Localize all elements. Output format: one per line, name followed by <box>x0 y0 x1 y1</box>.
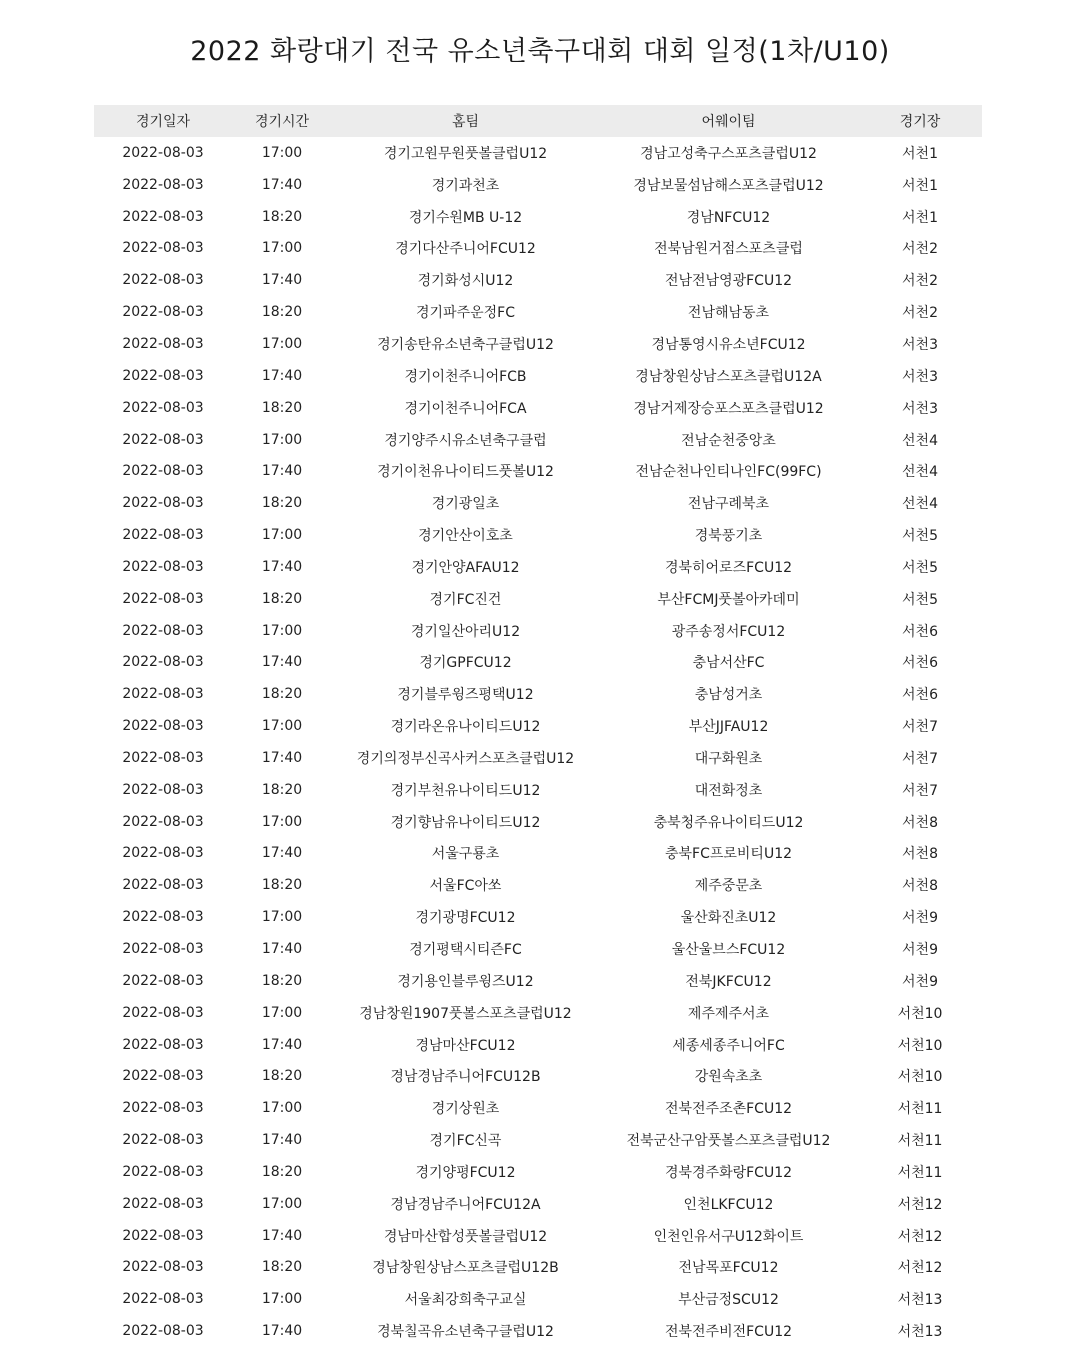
home-team-cell: 경기상원초 <box>431 1101 500 1118</box>
match-date-cell: 2022-08-03 <box>122 686 204 703</box>
match-date-cell: 2022-08-03 <box>122 1227 204 1244</box>
match-date-cell: 2022-08-03 <box>122 367 204 384</box>
venue-cell: 서천6 <box>902 655 938 672</box>
table-row <box>94 678 982 710</box>
match-date-cell: 2022-08-03 <box>122 463 204 480</box>
away-team-cell: 전남해남동초 <box>687 305 770 322</box>
table-row <box>94 742 982 774</box>
table-row <box>94 615 982 647</box>
home-team-cell: 경남마산합성풋볼클럽U12 <box>383 1228 548 1245</box>
home-team-cell: 경기평택시티즌FC <box>409 942 522 959</box>
away-team-cell: 부산FCMJ풋볼아카데미 <box>657 591 800 608</box>
home-team-cell: 경남창원상남스포츠클럽U12B <box>372 1260 559 1277</box>
table-row <box>94 233 982 265</box>
away-team-cell: 강원속초초 <box>694 1069 763 1086</box>
venue-cell: 서천13 <box>897 1292 943 1309</box>
match-time-cell: 17:00 <box>261 909 303 926</box>
match-time-cell: 18:20 <box>261 399 303 416</box>
venue-cell: 서천7 <box>902 782 938 799</box>
away-team-cell: 경북히어로즈FCU12 <box>664 559 793 576</box>
match-date-cell: 2022-08-03 <box>122 240 204 257</box>
match-time-cell: 17:40 <box>261 1227 303 1244</box>
match-date-cell: 2022-08-03 <box>122 1291 204 1308</box>
venue-cell: 서천2 <box>902 241 938 258</box>
venue-cell: 서천8 <box>902 814 938 831</box>
venue-cell: 서천12 <box>897 1260 943 1277</box>
venue-cell: 서천2 <box>902 305 938 322</box>
header-row <box>94 105 982 137</box>
away-team-cell: 제주중문초 <box>694 878 763 895</box>
match-time-cell: 17:40 <box>261 1036 303 1053</box>
table-row <box>94 774 982 806</box>
match-date-cell: 2022-08-03 <box>122 718 204 735</box>
away-team-cell: 전북남원거점스포츠클럽 <box>654 241 803 258</box>
venue-cell: 서천7 <box>902 719 938 736</box>
venue-cell: 서천8 <box>902 846 938 863</box>
match-date-cell: 2022-08-03 <box>122 1132 204 1149</box>
home-team-cell: 경기용인블루윙즈U12 <box>397 973 534 990</box>
venue-cell: 서천1 <box>902 177 938 194</box>
home-team-cell: 경기부천유나이티드U12 <box>390 782 541 799</box>
home-team-cell: 경북칠곡유소년축구클럽U12 <box>377 1324 554 1341</box>
away-team-cell: 부산JJFAU12 <box>688 719 769 736</box>
match-date-cell: 2022-08-03 <box>122 972 204 989</box>
match-date-cell: 2022-08-03 <box>122 877 204 894</box>
table-row <box>94 392 982 424</box>
match-date-cell: 2022-08-03 <box>122 527 204 544</box>
table-row <box>94 583 982 615</box>
home-team-cell: 경기이천주니어FCB <box>404 368 527 385</box>
table-row <box>94 360 982 392</box>
away-team-cell: 울산화진초U12 <box>680 910 777 927</box>
away-team-cell: 전남목포FCU12 <box>678 1260 779 1277</box>
away-team-cell: 인천LKFCU12 <box>683 1196 774 1213</box>
venue-cell: 서천9 <box>902 942 938 959</box>
match-date-cell: 2022-08-03 <box>122 1100 204 1117</box>
venue-cell: 서천6 <box>902 623 938 640</box>
table-row <box>94 965 982 997</box>
home-team-cell: 경기안양AFAU12 <box>411 559 520 576</box>
venue-cell: 서천5 <box>902 591 938 608</box>
table-row <box>94 264 982 296</box>
match-date-cell: 2022-08-03 <box>122 431 204 448</box>
match-time-cell: 17:40 <box>261 749 303 766</box>
match-time-cell: 18:20 <box>261 304 303 321</box>
match-date-cell: 2022-08-03 <box>122 1163 204 1180</box>
table-row <box>94 1029 982 1061</box>
table-row <box>94 1252 982 1284</box>
match-time-cell: 18:20 <box>261 1259 303 1276</box>
match-time-cell: 18:20 <box>261 686 303 703</box>
home-team-cell: 서울구룡초 <box>431 846 500 863</box>
home-team-cell: 경기FC신곡 <box>429 1133 502 1150</box>
match-time-cell: 17:00 <box>261 527 303 544</box>
match-date-cell: 2022-08-03 <box>122 1004 204 1021</box>
venue-cell: 서천2 <box>902 273 938 290</box>
venue-cell: 서천11 <box>897 1164 943 1181</box>
match-date-cell: 2022-08-03 <box>122 208 204 225</box>
home-team-cell: 경기FC진건 <box>429 591 502 608</box>
venue-cell: 서천1 <box>902 145 938 162</box>
venue-cell: 서천6 <box>902 687 938 704</box>
match-date-cell: 2022-08-03 <box>122 813 204 830</box>
home-team-cell: 경기의정부신곡사커스포츠클럽U12 <box>356 750 575 767</box>
venue-cell: 서천9 <box>902 973 938 990</box>
venue-cell: 선천4 <box>902 432 938 449</box>
table-row <box>94 1156 982 1188</box>
away-team-cell: 전북JKFCU12 <box>685 973 772 990</box>
home-team-cell: 경남경남주니어FCU12A <box>390 1196 541 1213</box>
table-row <box>94 838 982 870</box>
match-time-cell: 17:40 <box>261 1323 303 1340</box>
match-time-cell: 17:40 <box>261 272 303 289</box>
match-time-cell: 17:40 <box>261 654 303 671</box>
match-date-cell: 2022-08-03 <box>122 1068 204 1085</box>
table-row <box>94 1092 982 1124</box>
away-team-cell: 부산금정SCU12 <box>678 1292 779 1309</box>
home-team-cell: 경남창원1907풋볼스포츠클럽U12 <box>359 1005 572 1022</box>
venue-cell: 서천5 <box>902 559 938 576</box>
venue-cell: 서천8 <box>902 878 938 895</box>
match-time-cell: 18:20 <box>261 495 303 512</box>
table-row <box>94 551 982 583</box>
home-team-cell: 경기화성시U12 <box>417 273 514 290</box>
table-row <box>94 201 982 233</box>
match-date-cell: 2022-08-03 <box>122 622 204 639</box>
home-team-cell: 경기안산이호초 <box>418 528 513 545</box>
match-time-cell: 17:00 <box>261 718 303 735</box>
match-time-cell: 17:40 <box>261 558 303 575</box>
home-team-cell: 경기광일초 <box>431 496 500 513</box>
venue-cell: 서천3 <box>902 368 938 385</box>
schedule-body <box>94 137 982 1347</box>
table-row <box>94 1188 982 1220</box>
match-time-cell: 17:00 <box>261 335 303 352</box>
match-time-cell: 17:40 <box>261 463 303 480</box>
home-team-cell: 경기과천초 <box>431 177 500 194</box>
match-time-cell: 17:40 <box>261 367 303 384</box>
table-row <box>94 997 982 1029</box>
table-row <box>94 137 982 169</box>
match-time-cell: 18:20 <box>261 1163 303 1180</box>
match-date-cell: 2022-08-03 <box>122 176 204 193</box>
match-date-cell: 2022-08-03 <box>122 399 204 416</box>
venue-cell: 서천11 <box>897 1101 943 1118</box>
match-date-cell: 2022-08-03 <box>122 144 204 161</box>
away-team-cell: 제주제주서초 <box>687 1005 770 1022</box>
home-team-cell: 경기블루윙즈평택U12 <box>397 687 534 704</box>
table-row <box>94 328 982 360</box>
match-time-cell: 17:40 <box>261 941 303 958</box>
venue-cell: 서천5 <box>902 528 938 545</box>
home-team-cell: 경기광명FCU12 <box>415 910 516 927</box>
home-team-cell: 경남경남주니어FCU12B <box>390 1069 541 1086</box>
match-date-cell: 2022-08-03 <box>122 781 204 798</box>
table-row <box>94 647 982 679</box>
away-team-cell: 전남순천나인티나인FC(99FC) <box>635 464 822 481</box>
home-team-cell: 경기양평FCU12 <box>415 1164 516 1181</box>
header-time: 경기시간 <box>232 105 332 137</box>
match-date-cell: 2022-08-03 <box>122 304 204 321</box>
match-date-cell: 2022-08-03 <box>122 590 204 607</box>
venue-cell: 서천9 <box>902 910 938 927</box>
away-team-cell: 광주송정서FCU12 <box>671 623 786 640</box>
table-row <box>94 296 982 328</box>
match-date-cell: 2022-08-03 <box>122 941 204 958</box>
header-away-team: 어웨이팀 <box>599 105 858 137</box>
away-team-cell: 경남거제장승포스포츠클럽U12 <box>633 400 824 417</box>
match-time-cell: 17:00 <box>261 144 303 161</box>
venue-cell: 선천4 <box>902 496 938 513</box>
table-row <box>94 455 982 487</box>
header-venue: 경기장 <box>858 105 982 137</box>
away-team-cell: 충북FC프로비티U12 <box>664 846 793 863</box>
table-row <box>94 1060 982 1092</box>
match-date-cell: 2022-08-03 <box>122 1259 204 1276</box>
match-date-cell: 2022-08-03 <box>122 272 204 289</box>
home-team-cell: 경기이천유나이티드풋볼U12 <box>377 464 554 481</box>
away-team-cell: 전남전남영광FCU12 <box>664 273 793 290</box>
away-team-cell: 대전화정초 <box>694 782 763 799</box>
match-time-cell: 17:00 <box>261 240 303 257</box>
home-team-cell: 경기일산아리U12 <box>410 623 521 640</box>
table-row <box>94 806 982 838</box>
match-time-cell: 17:00 <box>261 622 303 639</box>
home-team-cell: 경기양주시유소년축구클럽 <box>384 432 547 449</box>
home-team-cell: 경기송탄유소년축구클럽U12 <box>377 336 554 353</box>
venue-cell: 서천10 <box>897 1069 943 1086</box>
match-time-cell: 17:00 <box>261 1195 303 1212</box>
venue-cell: 서천3 <box>902 336 938 353</box>
venue-cell: 서천1 <box>902 209 938 226</box>
away-team-cell: 전북전주조촌FCU12 <box>664 1101 793 1118</box>
home-team-cell: 경기라온유나이티드U12 <box>390 719 541 736</box>
match-time-cell: 17:40 <box>261 845 303 862</box>
match-date-cell: 2022-08-03 <box>122 845 204 862</box>
away-team-cell: 경남창원상남스포츠클럽U12A <box>635 368 822 385</box>
venue-cell: 서천7 <box>902 750 938 767</box>
table-row <box>94 1283 982 1315</box>
home-team-cell: 경남마산FCU12 <box>415 1037 516 1054</box>
match-date-cell: 2022-08-03 <box>122 558 204 575</box>
header-home-team: 홈팀 <box>332 105 599 137</box>
match-time-cell: 18:20 <box>261 590 303 607</box>
home-team-cell: 서울FC아쏘 <box>429 878 502 895</box>
home-team-cell: 경기다산주니어FCU12 <box>395 241 536 258</box>
away-team-cell: 전북군산구암풋볼스포츠클럽U12 <box>626 1133 831 1150</box>
venue-cell: 서천10 <box>897 1005 943 1022</box>
match-time-cell: 17:40 <box>261 1132 303 1149</box>
away-team-cell: 충남서산FC <box>692 655 765 672</box>
match-date-cell: 2022-08-03 <box>122 1323 204 1340</box>
match-time-cell: 17:40 <box>261 176 303 193</box>
match-date-cell: 2022-08-03 <box>122 909 204 926</box>
home-team-cell: 경기고원무원풋볼클럽U12 <box>383 145 548 162</box>
away-team-cell: 충남성거초 <box>694 687 763 704</box>
match-time-cell: 17:00 <box>261 431 303 448</box>
away-team-cell: 세종세종주니어FC <box>672 1037 785 1054</box>
venue-cell: 서천12 <box>897 1196 943 1213</box>
away-team-cell: 경남NFCU12 <box>686 209 771 226</box>
page-title: 2022 화랑대기 전국 유소년축구대회 대회 일정(1차/U10) <box>190 36 890 67</box>
table-row <box>94 1220 982 1252</box>
match-time-cell: 18:20 <box>261 972 303 989</box>
venue-cell: 서천3 <box>902 400 938 417</box>
table-row <box>94 1124 982 1156</box>
away-team-cell: 경남고성축구스포츠클럽U12 <box>640 145 817 162</box>
match-date-cell: 2022-08-03 <box>122 654 204 671</box>
away-team-cell: 경북경주화랑FCU12 <box>664 1164 793 1181</box>
away-team-cell: 인천인유서구U12화이트 <box>653 1228 804 1245</box>
venue-cell: 서천13 <box>897 1324 943 1341</box>
home-team-cell: 서울최강희축구교실 <box>404 1292 527 1309</box>
home-team-cell: 경기향남유나이티드U12 <box>390 814 541 831</box>
match-time-cell: 17:00 <box>261 1291 303 1308</box>
match-time-cell: 17:00 <box>261 1100 303 1117</box>
away-team-cell: 울산울브스FCU12 <box>671 942 786 959</box>
match-date-cell: 2022-08-03 <box>122 749 204 766</box>
match-time-cell: 17:00 <box>261 1004 303 1021</box>
away-team-cell: 전남순천중앙초 <box>681 432 776 449</box>
home-team-cell: 경기이천주니어FCA <box>404 400 527 417</box>
table-row <box>94 933 982 965</box>
home-team-cell: 경기GPFCU12 <box>419 655 512 672</box>
away-team-cell: 전북전주비전FCU12 <box>664 1324 793 1341</box>
match-time-cell: 18:20 <box>261 781 303 798</box>
venue-cell: 선천4 <box>902 464 938 481</box>
venue-cell: 서천11 <box>897 1133 943 1150</box>
away-team-cell: 경남보물섬남해스포츠클럽U12 <box>633 177 824 194</box>
table-row <box>94 901 982 933</box>
match-time-cell: 18:20 <box>261 877 303 894</box>
match-time-cell: 17:00 <box>261 813 303 830</box>
venue-cell: 서천12 <box>897 1228 943 1245</box>
venue-cell: 서천10 <box>897 1037 943 1054</box>
away-team-cell: 충북청주유나이티드U12 <box>653 814 804 831</box>
match-time-cell: 18:20 <box>261 208 303 225</box>
table-row <box>94 424 982 456</box>
table-row <box>94 519 982 551</box>
table-row <box>94 1315 982 1347</box>
home-team-cell: 경기파주운정FC <box>416 305 515 322</box>
away-team-cell: 전남구례북초 <box>687 496 770 513</box>
match-date-cell: 2022-08-03 <box>122 1036 204 1053</box>
schedule-table <box>94 105 982 1347</box>
match-date-cell: 2022-08-03 <box>122 495 204 512</box>
away-team-cell: 경북풍기초 <box>694 528 763 545</box>
table-row <box>94 487 982 519</box>
table-row <box>94 169 982 201</box>
header-date: 경기일자 <box>94 105 232 137</box>
match-time-cell: 18:20 <box>261 1068 303 1085</box>
away-team-cell: 대구화원초 <box>694 750 763 767</box>
home-team-cell: 경기수원MB U-12 <box>408 209 523 226</box>
match-date-cell: 2022-08-03 <box>122 1195 204 1212</box>
table-row <box>94 710 982 742</box>
match-date-cell: 2022-08-03 <box>122 335 204 352</box>
table-row <box>94 869 982 901</box>
away-team-cell: 경남통영시유소년FCU12 <box>651 336 806 353</box>
